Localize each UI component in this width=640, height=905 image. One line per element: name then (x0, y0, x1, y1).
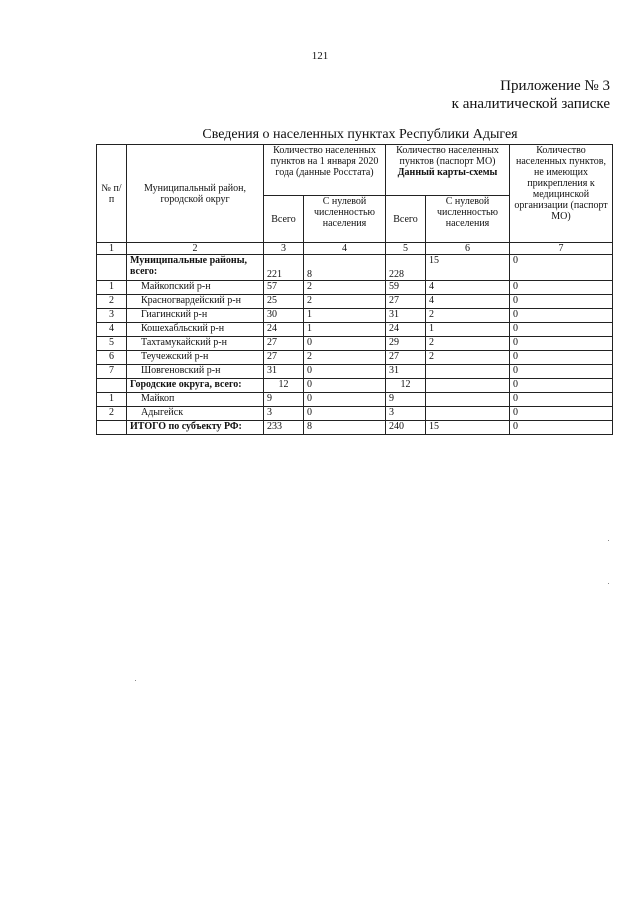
row-c6 (426, 393, 510, 407)
col-number: 2 (127, 243, 264, 255)
grand-total-c6: 15 (426, 421, 510, 435)
col-number: 5 (386, 243, 426, 255)
row-c3: 30 (264, 309, 304, 323)
row-c6 (426, 365, 510, 379)
row-c5: 31 (386, 365, 426, 379)
col-number: 1 (97, 243, 127, 255)
row-num: 2 (97, 295, 127, 309)
cities-total-label: Городские округа, всего: (127, 379, 264, 393)
districts-total-c3: 221 (264, 255, 304, 281)
districts-total-c5: 228 (386, 255, 426, 281)
header-row-1 (97, 145, 613, 196)
header-total: Всего (264, 196, 304, 243)
row-c6: 1 (426, 323, 510, 337)
row-name: Кошехабльский р-н (127, 323, 264, 337)
row-c5: 27 (386, 295, 426, 309)
col-number: 6 (426, 243, 510, 255)
row-c3: 9 (264, 393, 304, 407)
row-num: 1 (97, 281, 127, 295)
row-c5: 24 (386, 323, 426, 337)
row-c6 (426, 407, 510, 421)
header-mo-group (386, 145, 510, 196)
row-c3: 24 (264, 323, 304, 337)
row-c7: 0 (510, 365, 613, 379)
row-num: 5 (97, 337, 127, 351)
cities-total-c7: 0 (510, 379, 613, 393)
header-zero-pop: С нулевой численностью населения (304, 196, 386, 243)
row-c3: 3 (264, 407, 304, 421)
districts-total-c4: 8 (304, 255, 386, 281)
row-c3: 25 (264, 295, 304, 309)
districts-total-row (97, 255, 613, 281)
row-name: Теучежский р-н (127, 351, 264, 365)
row-c3: 27 (264, 337, 304, 351)
districts-total-label: Муниципальные районы, всего: (127, 255, 264, 281)
table-row (97, 365, 613, 379)
appendix-line-2: к аналитической записке (451, 96, 610, 112)
appendix-caption (452, 77, 610, 113)
row-c4: 2 (304, 295, 386, 309)
row-c4: 0 (304, 365, 386, 379)
table-row (97, 407, 613, 421)
col-number: 4 (304, 243, 386, 255)
row-c7: 0 (510, 407, 613, 421)
cities-total-row (97, 379, 613, 393)
table-row (97, 309, 613, 323)
row-c4: 1 (304, 323, 386, 337)
row-c4: 2 (304, 281, 386, 295)
row-c7: 0 (510, 309, 613, 323)
table-row (97, 295, 613, 309)
row-c3: 31 (264, 365, 304, 379)
cities-total-c6 (426, 379, 510, 393)
row-name: Тахтамукайский р-н (127, 337, 264, 351)
table-row (97, 393, 613, 407)
row-c3: 27 (264, 351, 304, 365)
row-c7: 0 (510, 323, 613, 337)
row-c7: 0 (510, 393, 613, 407)
row-c5: 31 (386, 309, 426, 323)
cities-total-c4: 0 (304, 379, 386, 393)
cities-total-c5: 12 (386, 379, 426, 393)
row-name: Майкоп (127, 393, 264, 407)
header-mo-group-text: Количество населенных пунктов (паспорт МО) (396, 145, 499, 167)
row-name: Гиагинский р-н (127, 309, 264, 323)
row-num: 2 (97, 407, 127, 421)
row-name: Красногвардейский р-н (127, 295, 264, 309)
row-c3: 57 (264, 281, 304, 295)
document-title: Сведения о населенных пунктах Республики Адыгея (202, 127, 518, 142)
districts-total-c6: 15 (426, 255, 510, 281)
row-c6: 4 (426, 281, 510, 295)
row-num: 1 (97, 393, 127, 407)
row-c6: 4 (426, 295, 510, 309)
page-number: 121 (311, 50, 329, 62)
header-district: Муниципальный район, городской округ (127, 145, 264, 243)
table-row (97, 281, 613, 295)
row-c6: 2 (426, 351, 510, 365)
row-c6: 2 (426, 337, 510, 351)
row-c4: 0 (304, 337, 386, 351)
grand-total-label: ИТОГО по субъекту РФ: (127, 421, 264, 435)
column-numbers-row (97, 243, 613, 255)
appendix-line-1: Приложение № 3 (500, 78, 610, 94)
row-name: Майкопский р-н (127, 281, 264, 295)
col-number: 7 (510, 243, 613, 255)
row-c4: 0 (304, 393, 386, 407)
col-number: 3 (264, 243, 304, 255)
districts-total-c7: 0 (510, 255, 613, 281)
row-name: Адыгейск (127, 407, 264, 421)
row-c7: 0 (510, 281, 613, 295)
row-num: 3 (97, 309, 127, 323)
settlements-table (96, 144, 613, 435)
scan-speck (135, 680, 136, 681)
grand-total-c3: 233 (264, 421, 304, 435)
row-name: Шовгеновский р-н (127, 365, 264, 379)
header-mo-group-bold: Данный карты-схемы (397, 167, 498, 178)
scan-speck (608, 540, 609, 541)
header-total-2: Всего (386, 196, 426, 243)
cities-total-c3: 12 (264, 379, 304, 393)
row-c4: 0 (304, 407, 386, 421)
row-c7: 0 (510, 351, 613, 365)
table-row (97, 351, 613, 365)
table-row (97, 323, 613, 337)
header-no-attach: Количество населенных пунктов, не имеющих прикрепления к медицинской организации (паспорт МО) (510, 145, 613, 243)
row-c7: 0 (510, 337, 613, 351)
row-c5: 27 (386, 351, 426, 365)
row-c5: 59 (386, 281, 426, 295)
row-c5: 29 (386, 337, 426, 351)
row-num: 7 (97, 365, 127, 379)
header-zero-pop-2: С нулевой численностью населения (426, 196, 510, 243)
grand-total-row (97, 421, 613, 435)
row-c4: 2 (304, 351, 386, 365)
row-c4: 1 (304, 309, 386, 323)
row-c7: 0 (510, 295, 613, 309)
header-num: № п/п (97, 145, 127, 243)
row-num: 6 (97, 351, 127, 365)
row-num: 4 (97, 323, 127, 337)
table-row (97, 337, 613, 351)
header-rosstat-group: Количество населенных пунктов на 1 января 2020 года (данные Росстата) (264, 145, 386, 196)
grand-total-c4: 8 (304, 421, 386, 435)
row-c6: 2 (426, 309, 510, 323)
scan-speck (608, 583, 609, 584)
grand-total-c5: 240 (386, 421, 426, 435)
row-c5: 9 (386, 393, 426, 407)
grand-total-c7: 0 (510, 421, 613, 435)
row-c5: 3 (386, 407, 426, 421)
